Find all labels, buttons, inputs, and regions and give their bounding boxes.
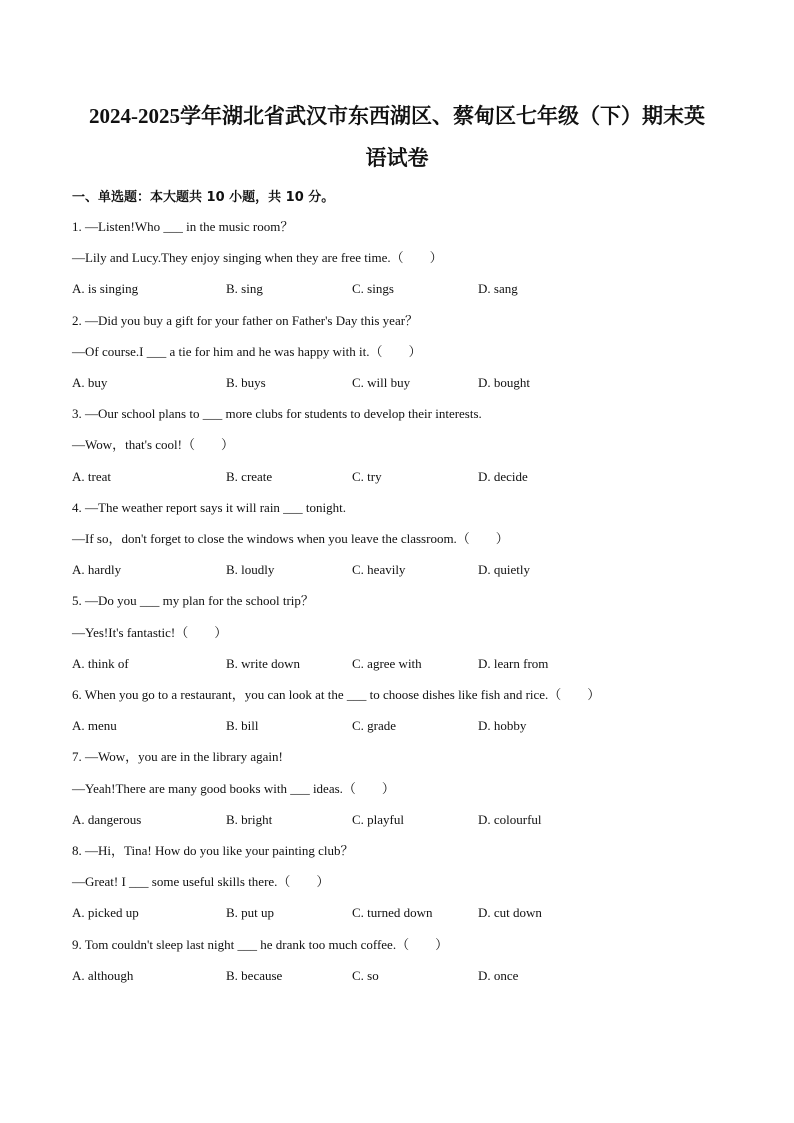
question-3-option-d[interactable]: D. decide xyxy=(478,469,528,484)
question-1-option-b[interactable]: B. sing xyxy=(226,281,263,296)
question-7-option-a[interactable]: A. dangerous xyxy=(72,812,142,827)
question-4-option-a[interactable]: A. hardly xyxy=(72,562,122,577)
question-8-option-d[interactable]: D. cut down xyxy=(478,905,542,920)
page-title-line-1: 2024-2025学年湖北省武汉市东西湖区、蔡甸区七年级（下）期末英 xyxy=(89,104,705,128)
question-2-option-d[interactable]: D. bought xyxy=(478,375,530,390)
question-1-option-a[interactable]: A. is singing xyxy=(72,281,139,296)
question-3-option-b[interactable]: B. create xyxy=(226,469,273,484)
question-3-line-1: 3. —Our school plans to ___ more clubs for students to develop their interests. xyxy=(72,406,482,421)
question-5-option-d[interactable]: D. learn from xyxy=(478,656,549,671)
question-2-option-c[interactable]: C. will buy xyxy=(352,375,411,390)
section-heading: 一、单选题：本大题共 10 小题，共 10 分。 xyxy=(72,190,335,205)
question-1-line-1: 1. —Listen!Who ___ in the music room？ xyxy=(72,219,294,234)
question-9-option-d[interactable]: D. once xyxy=(478,968,519,983)
question-8-option-b[interactable]: B. put up xyxy=(226,905,275,920)
question-3-line-2: —Wow，that's cool!（ ） xyxy=(72,437,234,452)
question-6-option-b[interactable]: B. bill xyxy=(226,718,259,733)
question-5-option-b[interactable]: B. write down xyxy=(226,656,301,671)
question-5-line-2: —Yes!It's fantastic!（ ） xyxy=(72,625,228,640)
question-4-line-1: 4. —The weather report says it will rain ___ tonight. xyxy=(72,500,347,515)
question-1-option-d[interactable]: D. sang xyxy=(478,281,518,296)
question-6-option-a[interactable]: A. menu xyxy=(72,718,117,733)
question-1-line-2: —Lily and Lucy.They enjoy singing when they are free time.（ ） xyxy=(72,250,443,265)
question-7-option-d[interactable]: D. colourful xyxy=(478,812,542,827)
question-8-line-2: —Great! I ___ some useful skills there.（ ） xyxy=(72,874,330,889)
question-4-option-d[interactable]: D. quietly xyxy=(478,562,530,577)
question-9-line-1: 9. Tom couldn't sleep last night ___ he drank too much coffee.（ ） xyxy=(72,937,449,952)
question-8-option-a[interactable]: A. picked up xyxy=(72,905,139,920)
question-9-option-b[interactable]: B. because xyxy=(226,968,283,983)
question-5-option-c[interactable]: C. agree with xyxy=(352,656,422,671)
question-4-option-b[interactable]: B. loudly xyxy=(226,562,275,577)
question-2-line-2: —Of course.I ___ a tie for him and he was happy with it.（ ） xyxy=(72,344,422,359)
question-3-option-a[interactable]: A. treat xyxy=(72,469,111,484)
question-1-option-c[interactable]: C. sings xyxy=(352,281,394,296)
question-9-option-a[interactable]: A. although xyxy=(72,968,134,983)
question-8-line-1: 8. —Hi，Tina! How do you like your painting club？ xyxy=(72,843,354,858)
question-4-option-c[interactable]: C. heavily xyxy=(352,562,406,577)
question-2-option-a[interactable]: A. buy xyxy=(72,375,108,390)
question-3-option-c[interactable]: C. try xyxy=(352,469,382,484)
question-6-line-1: 6. When you go to a restaurant，you can look at the ___ to choose dishes like fish and rice.（ ） xyxy=(72,687,601,702)
question-6-option-c[interactable]: C. grade xyxy=(352,718,397,733)
question-2-option-b[interactable]: B. buys xyxy=(226,375,266,390)
question-5-option-a[interactable]: A. think of xyxy=(72,656,129,671)
question-7-option-c[interactable]: C. playful xyxy=(352,812,404,827)
question-7-option-b[interactable]: B. bright xyxy=(226,812,273,827)
page-title-line-2: 语试卷 xyxy=(365,146,429,170)
question-6-option-d[interactable]: D. hobby xyxy=(478,718,527,733)
question-2-line-1: 2. —Did you buy a gift for your father on Father's Day this year？ xyxy=(72,313,419,328)
question-5-line-1: 5. —Do you ___ my plan for the school trip？ xyxy=(72,593,314,608)
question-8-option-c[interactable]: C. turned down xyxy=(352,905,433,920)
question-7-line-2: —Yeah!There are many good books with ___ ideas.（ ） xyxy=(72,781,395,796)
question-7-line-1: 7. —Wow，you are in the library again! xyxy=(72,749,283,764)
question-9-option-c[interactable]: C. so xyxy=(352,968,379,983)
question-4-line-2: —If so，don't forget to close the windows when you leave the classroom.（ ） xyxy=(72,531,509,546)
